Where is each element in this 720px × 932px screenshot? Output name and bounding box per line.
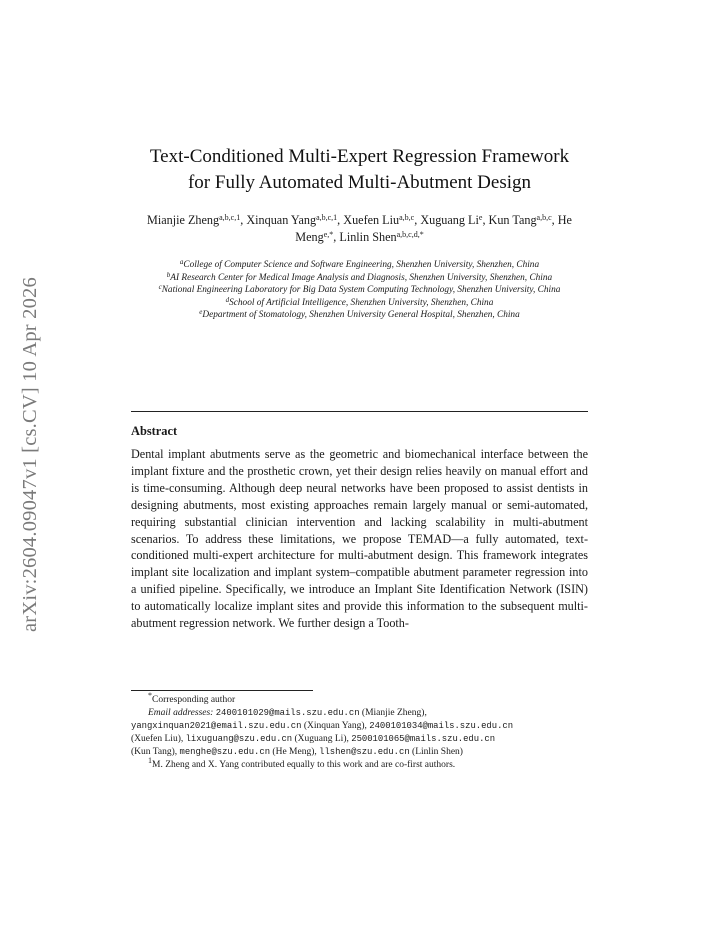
author: He Meng$^{e,*}$ [295,213,572,244]
affiliation: $^a$College of Computer Science and Software Engineering, Shenzhen University, Shenzhen, China [179,258,540,270]
email-label: Email addresses: [148,708,214,718]
title-line-1: Text-Conditioned Multi-Expert Regression Framework [149,146,570,167]
footnote-emails: Email addresses: 2400101029@mails.szu.edu.cn (Mianjie Zheng), yangxinquan2021@email.szu.edu.cn (Xinquan Yang), 2400101034@mails.szu.edu.cn (Xuefen Liu), lixuguang@szu.edu.cn (Xuguang Li), 2500101065@mails.szu.edu.cn (Kun Tang), menghe@szu.edu.cn (He Meng), llshen@szu.edu.cn (Linlin Shen) [131,708,514,757]
affiliation: $^e$Department of Stomatology, Shenzhen University General Hospital, Shenzhen, China [199,308,520,321]
email-address[interactable]: 2500101065@mails.szu.edu.cn [351,734,496,744]
author: Xuefen Liu$^{a,b,c}$ [343,213,415,227]
author: Xinquan Yang$^{a,b,c,1}$ [246,213,338,227]
arxiv-identifier: arXiv:2604.09047v1 [cs.CV] 10 Apr 2026 [19,277,41,632]
footnote-cofirst: $^1$M. Zheng and X. Yang contributed equally to this work and are co-first authors. [148,756,456,770]
affiliation: $^d$School of Artificial Intelligence, Shenzhen University, Shenzhen, China [225,295,494,308]
footnote-corresponding: *Corresponding author [148,691,236,705]
author: Linlin Shen$^{a,b,c,d,*}$ [339,230,424,244]
author: Xuguang Li$^e$ [420,213,483,227]
abstract-heading: Abstract [131,424,178,438]
email-address[interactable]: menghe@szu.edu.cn [179,747,271,757]
email-address[interactable]: lixuguang@szu.edu.cn [185,734,293,744]
paper-title [131,144,588,196]
footnotes [131,691,588,772]
email-address[interactable]: yangxinquan2021@email.szu.edu.cn [131,721,302,731]
email-address[interactable]: llshen@szu.edu.cn [319,747,410,757]
affiliation-list [127,259,592,322]
author-list: Mianjie Zheng$^{a,b,c,1}$, Xinquan Yang$^{a,b,c,1}$, Xuefen Liu$^{a,b,c}$, Xuguang Li$^e$, Kun Tang$^{a,b,c}$, He Meng$^{e,*}$, Linlin Shen$^{a,b,c,d,*}$ [147,213,572,244]
abstract-body: Dental implant abutments serve as the geometric and biomechanical interface between the implant fixture and the prosthetic crown, yet their design relies heavily on manual effort and is time-consuming. Although deep neural networks have been proposed to assist dentists in designing abutments, most existing approaches remain largely manual or semi-automated, requiring substantial clinician intervention and lacking scalability in multi-abutment scenarios. To address these limitations, we propose TEMAD—a fully automated, text-conditioned multi-expert architecture for multi-abutment design. This framework integrates implant site localization and implant system–compatible abutment parameter regression into a unified pipeline. Specifically, we introduce an Implant Site Identification Network (ISIN) to automatically localize implant sites and provide this information to the subsequent multi-abutment regression network. We further design a Tooth- [131,447,588,631]
author: Kun Tang$^{a,b,c}$ [488,213,552,227]
email-address[interactable]: 2400101034@mails.szu.edu.cn [369,721,514,731]
affiliation: $^c$National Engineering Laboratory for Big Data System Computing Technology, Shenzhen University, China [158,283,561,296]
footnote-rule [131,690,313,691]
email-address[interactable]: 2400101029@mails.szu.edu.cn [215,708,360,718]
author: Mianjie Zheng$^{a,b,c,1}$ [147,213,241,227]
abstract-top-rule [131,411,588,412]
title-line-2: for Fully Automated Multi-Abutment Design [187,172,532,193]
affiliation: $^b$AI Research Center for Medical Image Analysis and Diagnosis, Shenzhen University, Shenzhen, China [166,270,553,283]
